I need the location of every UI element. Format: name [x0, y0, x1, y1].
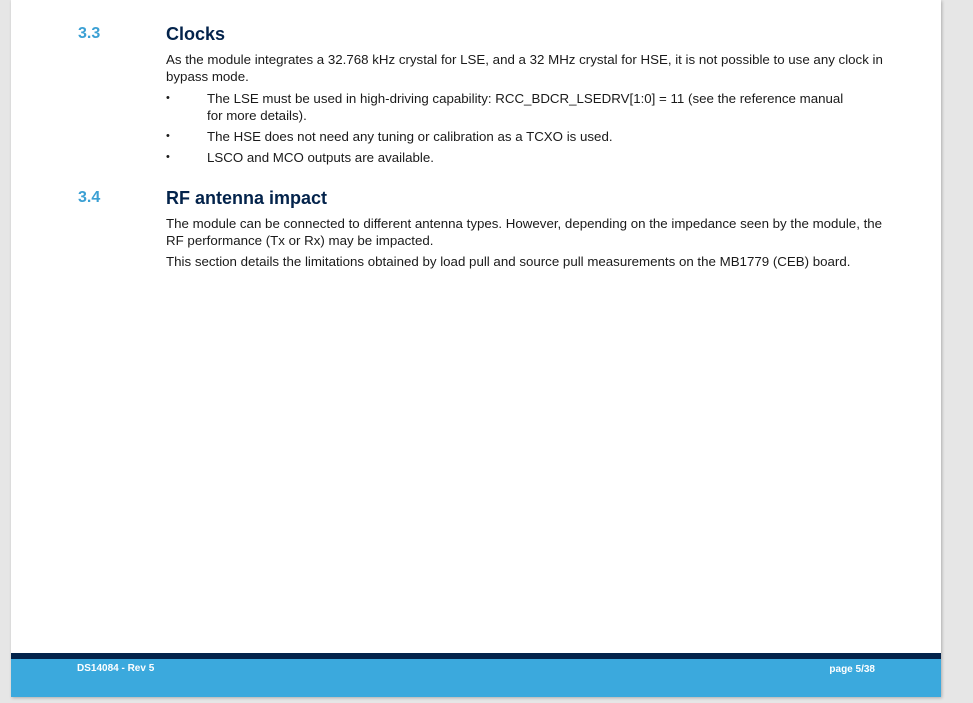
page-number: page 5/38 — [829, 664, 875, 675]
bullet-icon: • — [166, 151, 170, 163]
section-intro: As the module integrates a 32.768 kHz crystal for LSE, and a 32 MHz crystal for HSE, it is not possible to use any clock in bypass mode. — [166, 52, 883, 84]
section-number: 3.3 — [78, 25, 101, 42]
footer-divider — [11, 653, 941, 659]
section-title: Clocks — [166, 24, 226, 44]
list-item-text: LSCO and MCO outputs are available. — [207, 150, 434, 165]
page-footer — [11, 653, 941, 697]
bullet-icon: • — [166, 130, 170, 142]
document-page — [11, 0, 941, 697]
bullet-icon: • — [166, 92, 170, 104]
section-title: RF antenna impact — [166, 188, 328, 208]
paragraph: The module can be connected to different antenna types. However, depending on the impedance seen by the module, the RF performance (Tx or Rx) may be impacted. — [166, 216, 883, 248]
paragraph: This section details the limitations obtained by load pull and source pull measurements on the MB1779 (CEB) board. — [166, 254, 851, 269]
list-item-text: The HSE does not need any tuning or calibration as a TCXO is used. — [207, 129, 613, 144]
document-id: DS14084 - Rev 5 — [77, 663, 155, 674]
section-number: 3.4 — [78, 189, 101, 206]
list-item-text: The LSE must be used in high-driving capability: RCC_BDCR_LSEDRV[1:0] = 11 (see the reference manual for more details). — [207, 91, 844, 123]
